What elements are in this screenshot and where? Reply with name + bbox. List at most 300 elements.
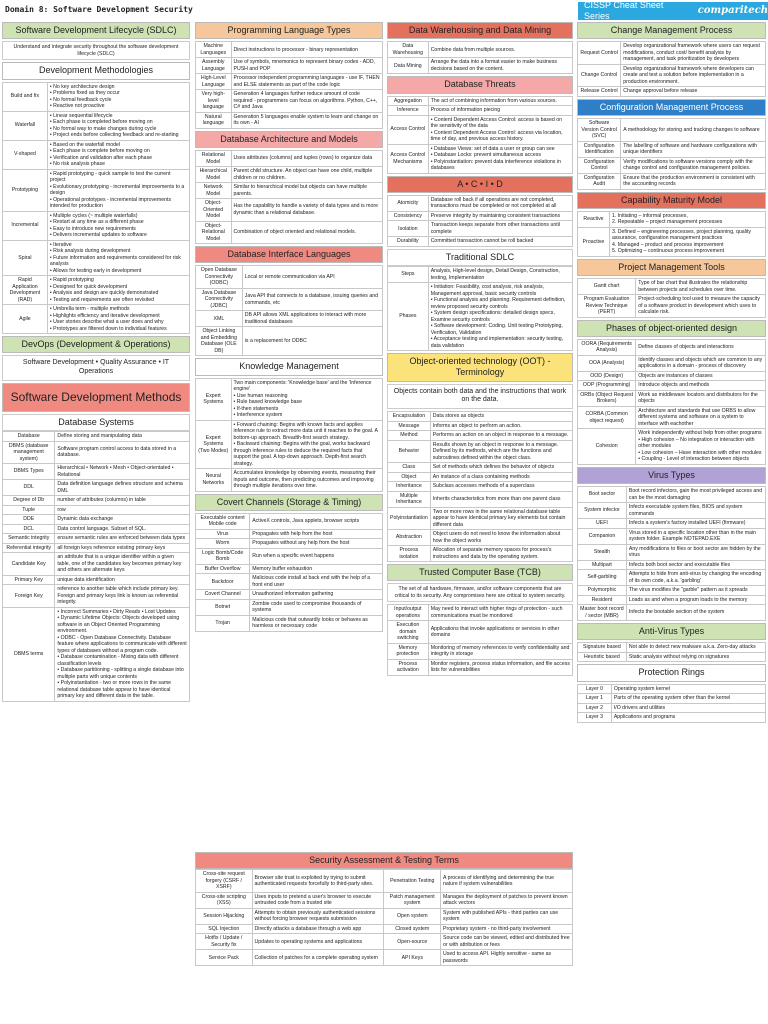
term-cell: DBMS Types (3, 464, 55, 480)
definition-cell: Browser site trust is exploited by trying to submit authenticated requests forcefully to third-party sites. (252, 870, 384, 893)
definition-cell: Attempts to hide from anti-virus by changing the encoding of its own code, a.k.a. 'garbling' (626, 570, 765, 586)
definition-cell: Run when a specific event happens (250, 548, 383, 564)
definition-cell: Monitoring of memory references to verify confidentiality and integrity in storage (428, 643, 572, 659)
definition-table (577, 278, 766, 318)
definition-cell: Hierarchical • Network • Mesh • Object-orientated • Relational (55, 464, 190, 480)
definition-cell: Develop organizational framework where developers can create and test a solution before implementation in a production environment. (621, 64, 766, 87)
term-cell: Stealth (578, 544, 627, 560)
section-header: Anti-Virus Types (577, 623, 766, 640)
definition-cell: Project-scheduling tool used to measure the capacity of a software product in development which uses to calculate risk. (636, 295, 766, 318)
table-row (388, 659, 573, 675)
definition-cell: Introduce objects and methods (636, 381, 766, 391)
table-row (388, 221, 573, 237)
section-header: Object-oriented technology (OOT) - Terminology (387, 353, 573, 382)
definition-cell: Allocation of separate memory spaces for process's instructions and data by the operating system. (430, 546, 572, 562)
table-row (578, 544, 766, 560)
definition-cell: Object users do not need to know the information about how the object works (430, 530, 572, 546)
definition-cell: Uses inputs to pretend a user's browser to execute untrusted code from a trusted site (252, 892, 384, 908)
table-row (388, 491, 573, 507)
table-row (3, 305, 190, 334)
definition-cell: Directly attacks a database through a web app (252, 924, 384, 934)
definition-cell: row (55, 505, 190, 515)
table-row (196, 599, 383, 615)
term-cell: Class (388, 463, 431, 473)
definition-cell: Informs an object to perform an action. (430, 421, 572, 431)
term-cell: Semantic integrity (3, 534, 55, 544)
table-row (578, 528, 766, 544)
column-2 (195, 22, 383, 634)
term-cell: Cohesion (578, 429, 636, 465)
section-header: Database Interface Languages (195, 246, 383, 263)
table-row (196, 934, 573, 950)
definition-cell: Use of symbols, mnemonics to represent binary codes - ADD, PUSH and POP (231, 58, 382, 74)
term-cell: Gantt chart (578, 279, 636, 295)
table-row (388, 144, 573, 173)
table-row (196, 539, 383, 549)
term-cell: Candidate Key (3, 553, 55, 576)
term-cell: Build and fix (3, 82, 48, 111)
definition-table (577, 339, 766, 465)
table-row (196, 199, 383, 222)
definition-cell: Unauthorized information gathering (250, 590, 383, 600)
definition-cell: Combination of object oriented and relational models. (231, 221, 382, 244)
table-row (3, 211, 190, 240)
table-row (3, 82, 190, 111)
table-row (388, 507, 573, 530)
table-row (388, 283, 573, 351)
definition-cell: • Linear sequential lifecycle • Each phase is completed before moving on • No formal way to make changes during cycle • Project ends before collecting feedback and re-starting (47, 111, 189, 140)
term-cell: Data Mining (388, 58, 429, 74)
term-cell: Configuration Control (578, 157, 621, 173)
security-testing-section (195, 852, 573, 966)
section-header: Database Threats (387, 76, 573, 93)
term-cell: DCL (3, 524, 55, 534)
definition-cell: Similar to hierarchical model but objects can have multiple parents. (231, 183, 382, 199)
definition-cell: Updates to operating systems and applications (252, 934, 384, 950)
table-row (578, 703, 766, 713)
term-cell: Database (3, 432, 55, 442)
table-row (578, 713, 766, 723)
table-row (578, 503, 766, 519)
definition-cell: Boot record infectors, gain the most privileged access and can be the most damaging (626, 487, 765, 503)
term-cell: Penetration Testing (384, 870, 441, 893)
table-row (578, 595, 766, 605)
term-cell: Reactive (578, 211, 610, 227)
term-cell: Expert Systems (Two Modes) (196, 420, 232, 469)
term-cell: Master boot record / sector (MBR) (578, 605, 627, 621)
term-cell: Change Control (578, 64, 621, 87)
definition-cell: Two main components: 'Knowledge base' and the 'Inference engine' • Use human reasoning • Rule based knowledge base • If-then statements • Interference system (231, 378, 382, 420)
definition-table (195, 150, 383, 244)
definition-cell: • Rapid prototyping • Designed for quick development • Analysis and design are quickly demonstrated • Testing and requirements are often revisited (47, 276, 189, 305)
term-cell: Polyinstantiation (388, 507, 431, 530)
term-cell: SQL Injection (196, 924, 253, 934)
term-cell: Signature based (578, 643, 627, 653)
table-row (3, 534, 190, 544)
table-row (388, 195, 573, 211)
term-cell: OOA (Analysis) (578, 355, 636, 371)
term-cell: DBMS (database management system) (3, 441, 55, 464)
term-cell: Input/output operations (388, 605, 429, 621)
table-row (388, 58, 573, 74)
table-row (3, 496, 190, 506)
definition-cell: • Iterative • Risk analysis during development • Future information and requirements considered for risk analysis • Allows for testing early in development (47, 240, 189, 276)
table-row (196, 574, 383, 590)
table-row (578, 694, 766, 704)
section-header: A • C • I • D (387, 176, 573, 193)
definition-table (195, 513, 383, 632)
section-header: Covert Channels (Storage & Timing) (195, 494, 383, 511)
term-cell: Tuple (3, 505, 55, 515)
table-row (196, 564, 383, 574)
column-3 (387, 22, 573, 678)
term-cell: Inference (388, 106, 429, 116)
definition-cell: Infects both boot sector and executable files (626, 560, 765, 570)
table-row (196, 892, 573, 908)
table-row (388, 412, 573, 422)
table-row (196, 58, 383, 74)
term-cell: Referential integrity (3, 543, 55, 553)
table-row (196, 151, 383, 167)
term-cell: Cross-site request forgery (CSRF / XSRF) (196, 870, 253, 893)
definition-cell: Database roll back if all operations are not completed, transactions must be completed or not completed at all (428, 195, 572, 211)
table-row (196, 327, 383, 356)
table-row (196, 924, 573, 934)
term-cell: API Keys (384, 950, 441, 966)
table-row (196, 469, 383, 492)
section-note: Objects contain both data and the instructions that work on the data. (387, 384, 573, 410)
definition-cell: Malicious code that outwardly looks or behaves as harmless or necessary code (250, 615, 383, 631)
table-row (3, 524, 190, 534)
term-cell: Process isolation (388, 546, 431, 562)
section-header: Change Management Process (577, 22, 766, 39)
table-row (3, 553, 190, 576)
table-row (3, 276, 190, 305)
table-row (578, 279, 766, 295)
term-cell: Process activation (388, 659, 429, 675)
term-cell: Patch management system (384, 892, 441, 908)
definition-cell: Infects executable system files, BIOS and system commands (626, 503, 765, 519)
definition-cell: Operating system kernel (611, 684, 765, 694)
table-row (388, 431, 573, 441)
definition-cell: Infects a system's factory installed UEFI (firmware) (626, 519, 765, 529)
term-cell: Access Control Mechanisms (388, 144, 429, 173)
definition-cell: Architecture and standards that use ORBS to allow different systems and software on a system to interface with eachother (636, 406, 766, 429)
definition-cell: Virus stored in a specific location other than in the main system folder. Example NOTEPAD.EXE (626, 528, 765, 544)
definition-cell: Has the capability to handle a variety of data types and is more dynamic than a relational database. (231, 199, 382, 222)
definition-cell: Committed transaction cannot be roll backed (428, 237, 572, 247)
term-cell: ORBs (Object Request Brokers) (578, 390, 636, 406)
definition-cell: unique data identification (55, 575, 190, 585)
term-cell: Consistency (388, 211, 429, 221)
table-row (196, 950, 573, 966)
term-cell: High-Level Language (196, 74, 232, 90)
definition-cell: Arrange the data into a format easier to make business decisions based on the content. (428, 58, 572, 74)
definition-cell: Process of information piecing (428, 106, 572, 116)
term-cell: Agile (3, 305, 48, 334)
table-row (578, 390, 766, 406)
definition-table (195, 41, 383, 129)
term-cell: Covert Channel (196, 590, 250, 600)
section-header: Database Architecture and Models (195, 131, 383, 148)
table-row (196, 311, 383, 327)
definition-cell: Inherits characteristics from more than one parent class (430, 491, 572, 507)
term-cell: Hierarchical Model (196, 167, 232, 183)
term-cell: Abstraction (388, 530, 431, 546)
term-cell: Message (388, 421, 431, 431)
definition-cell: Malicious code install at back end with the help of a front end user (250, 574, 383, 590)
table-row (388, 546, 573, 562)
definition-cell: Preserve integrity by maintaining consistent transactions (428, 211, 572, 221)
definition-cell: • Content Dependent Access Control: access is based on the sensitivity of the data • Context Dependent Access Control: access via location, time of day, and previous access history. (428, 115, 572, 144)
definition-cell: The labelling of software and hardware configurations with unique identifiers (621, 141, 766, 157)
term-cell: Aggregation (388, 96, 429, 106)
table-row (196, 420, 383, 469)
definition-cell: all foreign keys reference existing primary keys (55, 543, 190, 553)
table-row (388, 106, 573, 116)
definition-cell: • Forward chaining: Begins with known facts and applies inference rule to extract more data unit it reaches to the goal. A bottom-up approach. Breadth-first search strategy. • Backward chaining: Begins with the goal, works backward through inference rules to deduce the required facts that support the goal. A top-down approach. Depth-first search strategy. (231, 420, 382, 469)
term-cell: Layer 3 (578, 713, 612, 723)
table-row (196, 870, 573, 893)
document-title: Domain 8: Software Development Security (5, 5, 193, 14)
term-cell: Software Version Control (SVC) (578, 119, 621, 142)
term-cell: Closed system (384, 924, 441, 934)
definition-cell: Change approval before release (621, 87, 766, 97)
term-cell: Multiple Inheritance (388, 491, 431, 507)
definition-table (195, 265, 383, 356)
table-row (578, 339, 766, 355)
term-cell: DDL (3, 480, 55, 496)
definition-cell: I/O drivers and utilities (611, 703, 765, 713)
table-row (3, 140, 190, 169)
security-testing-table (195, 869, 573, 966)
term-cell: Neural Networks (196, 469, 232, 492)
definition-cell: Applications that invoke applications or services in other domains (428, 621, 572, 644)
term-cell: CORBA (Common object request) (578, 406, 636, 429)
table-row (578, 87, 766, 97)
section-header: Security Assessment & Testing Terms (195, 852, 573, 869)
term-cell: Companion (578, 528, 627, 544)
definition-table (387, 411, 573, 562)
table-row (196, 513, 383, 529)
term-cell: OOD (Design) (578, 371, 636, 381)
section-header: Protection Rings (577, 664, 766, 681)
definition-cell: Static analysis without relying on signatures (626, 652, 765, 662)
definition-cell: • Based on the waterfall model • Each phase is complete before moving on • Verification and validation after each phase • No risk analysis phase (47, 140, 189, 169)
term-cell: Primary Key (3, 575, 55, 585)
definition-table (577, 486, 766, 621)
term-cell: Object Linking and Embedding Database (OLE DB) (196, 327, 243, 356)
term-cell: Data Warehousing (388, 42, 429, 58)
term-cell: Layer 0 (578, 684, 612, 694)
term-cell: Resident (578, 595, 627, 605)
sub-header: Database Systems (2, 414, 190, 431)
table-row (3, 515, 190, 525)
definition-cell: Parts of the operating system other than the kernel (611, 694, 765, 704)
definition-cell: System with published APIs - third parties can use system (441, 908, 573, 924)
term-cell: Expert Systems (196, 378, 232, 420)
table-row (3, 441, 190, 464)
definition-cell: Java API that connects to a database, issuing queries and commands, etc (242, 288, 382, 311)
definition-cell: Objects are instances of classes (636, 371, 766, 381)
table-row (578, 157, 766, 173)
table-row (388, 421, 573, 431)
definition-cell: Propagates without any help from the host (250, 539, 383, 549)
definition-cell: Dynamic data exchange (55, 515, 190, 525)
term-cell: DBMS terms (3, 607, 55, 701)
table-row (388, 482, 573, 492)
definition-cell: Generation 4 languages further reduce amount of code required - programmers can focus on algorithms. Python, C++, C# and Java (231, 90, 382, 113)
term-cell: Isolation (388, 221, 429, 237)
table-row (388, 237, 573, 247)
section-header: Virus Types (577, 467, 766, 484)
term-cell: Execution domain switching (388, 621, 429, 644)
term-cell: Configuration Identification (578, 141, 621, 157)
table-row (578, 355, 766, 371)
table-row (578, 652, 766, 662)
definition-table (577, 684, 766, 723)
definition-cell: Parent child structure. An object can have one child, multiple children or no children. (231, 167, 382, 183)
table-row (388, 530, 573, 546)
top-bar (0, 0, 768, 20)
table-row (388, 115, 573, 144)
table-row (578, 429, 766, 465)
term-cell: Executable content Mobile code (196, 513, 250, 529)
definition-table (577, 642, 766, 662)
definition-cell: number of attributes (columns) in table (55, 496, 190, 506)
definition-cell: ActiveX controls, Java applets, browser scripts (250, 513, 383, 529)
term-cell: Degree of Db (3, 496, 55, 506)
table-row (196, 615, 383, 631)
term-cell: Java Database Connectivity (JDBC) (196, 288, 243, 311)
definition-cell: Uses attributes (columns) and tuples (rows) to organize data (231, 151, 382, 167)
definition-cell: • No key architecture design • Problems fixed as they occur • No formal feedback cycle • Reactive not proactive (47, 82, 189, 111)
term-cell: Layer 2 (578, 703, 612, 713)
definition-table (387, 604, 573, 676)
table-row (388, 643, 573, 659)
term-cell: Machine Languages (196, 42, 232, 58)
term-cell: Proactive (578, 227, 610, 256)
term-cell: Relational Model (196, 151, 232, 167)
definition-cell: Performs an action on an object in response to a message. (430, 431, 572, 441)
definition-cell: Propagates with help from the host (250, 529, 383, 539)
definition-cell: A methodology for storing and tracking changes to software (621, 119, 766, 142)
table-row (578, 141, 766, 157)
section-header: Software Development Methods (2, 383, 190, 412)
table-row (196, 548, 383, 564)
section-header: Project Management Tools (577, 259, 766, 276)
definition-cell: Results shown by an object in response to a message. Defined by its methods, which are the functions and subroutines defined within the object class. (430, 440, 572, 463)
table-row (578, 406, 766, 429)
term-cell: Session Hijacking (196, 908, 253, 924)
definition-cell: • Umbrella term - multiple methods • Highlights efficiency and iterative development • User stories describe what a user does and why • Prototypes are filtered down to individual features (47, 305, 189, 334)
section-header: Data Warehousing and Data Mining (387, 22, 573, 39)
table-row (578, 560, 766, 570)
term-cell: Hotfix / Update / Security fix (196, 934, 253, 950)
term-cell: Boot sector (578, 487, 627, 503)
definition-cell: Direct instructions to processor - binary representation (231, 42, 382, 58)
section-note: Software Development • Quality Assurance • IT Operations (2, 355, 190, 381)
definition-cell: Collection of patches for a complete operating system (252, 950, 384, 966)
definition-cell: • Multiple cycles (~ multiple waterfalls) • Restart at any time as a different phase • Easy to introduce new requirements • Delivers incremental updates to software (47, 211, 189, 240)
table-row (388, 42, 573, 58)
definition-cell: 3. Defined – engineering processes, project planning, quality assurance, configuration management practices 4. Managed – product and process improvement 5. Optimizing – continuous process improvement (609, 227, 765, 256)
definition-table (577, 118, 766, 190)
definition-cell: • Initiation: Feasibility, cost analysis, risk analysis, Management approval, basic security controls • Functional analysis and planning: Requirement definition, review proposed security controls • System design specifications: detailed design specs, Examine security controls • Software development: Coding. Unit testing Prototyping, Verification, Validation • Acceptance testing and implementation: security testing, data validation (428, 283, 572, 351)
definition-cell: Monitor registers, process status information, and file access lists for vulnerabilities (428, 659, 572, 675)
definition-cell: Two or more rows in the same relational database table appear to have identical primary key elements but contain different data (430, 507, 572, 530)
term-cell: Steps (388, 267, 429, 283)
table-row (196, 529, 383, 539)
definition-cell: Manages the deployment of patches to prevent known attack vectors (441, 892, 573, 908)
section-note: The set of all hardware, firmware, and/or software components that are critical to its security. Any compromises here are critical to system security. (387, 583, 573, 602)
term-cell: Memory protection (388, 643, 429, 659)
table-row (578, 295, 766, 318)
term-cell: Self-garbling (578, 570, 627, 586)
term-cell: Open-source (384, 934, 441, 950)
definition-cell: Define storing and manipulating data (55, 432, 190, 442)
section-header: Configuration Management Process (577, 99, 766, 116)
table-row (578, 211, 766, 227)
definition-cell: Used to access API. Highly sensitive - same as passwords (441, 950, 573, 966)
definition-cell: Processor independent programming languages - use IF, THEN and ELSE statements as part of the code logic (231, 74, 382, 90)
term-cell: Release Control (578, 87, 621, 97)
table-row (3, 585, 190, 608)
table-row (3, 111, 190, 140)
definition-cell: Proprietary system - no third-party involvement (441, 924, 573, 934)
column-4 (577, 22, 766, 725)
definition-cell: is a replacement for ODBC (242, 327, 382, 356)
section-header: Phases of object-oriented design (577, 320, 766, 337)
term-cell: Foreign Key (3, 585, 55, 608)
definition-cell: reference to another table which include primary key. Foreign and primary keys link is known as referential integrity. (55, 585, 190, 608)
term-cell: Trojan (196, 615, 250, 631)
term-cell: Worm (196, 539, 250, 549)
definition-cell: • Database Views: set of data a user or group can see • Database Locks: prevent simultaneous access • Polyinstantiation: prevent data interference violations in databases (428, 144, 572, 173)
definition-cell: Analysis, High-level design, Detail Design, Construction, testing, Implementation (428, 267, 572, 283)
definition-cell: Loads as and when a program loads to the memory (626, 595, 765, 605)
definition-cell: Applications and programs (611, 713, 765, 723)
term-cell: Object-Oriented Model (196, 199, 232, 222)
table-row (578, 605, 766, 621)
table-row (578, 42, 766, 65)
term-cell: XML (196, 311, 243, 327)
definition-cell: Data definition language defines structure and schema DML (55, 480, 190, 496)
term-cell: Rapid Application Development (RAD) (3, 276, 48, 305)
definition-cell: Software program control access to data stored in a database. (55, 441, 190, 464)
definition-cell: • Rapid prototyping - quick sample to test the current project • Evolutionary prototyping - incremental improvements to a design • Operational prototypes - incremental improvements intended for production (47, 169, 189, 211)
definition-cell: Memory buffer exhaustion (250, 564, 383, 574)
definition-cell: May need to interact with higher rings of protection - such communications must be monitored (428, 605, 572, 621)
definition-cell: Source code can be viewed, edited and distributed free or with attribution or fees (441, 934, 573, 950)
term-cell: Natural language (196, 112, 232, 128)
term-cell: DDE (3, 515, 55, 525)
table-row (388, 96, 573, 106)
table-row (196, 221, 383, 244)
term-cell: Network Model (196, 183, 232, 199)
term-cell: Phases (388, 283, 429, 351)
definition-cell: 1. Initiating – informal processes, 2. Repeatable – project management processes (609, 211, 765, 227)
definition-cell: Local or remote communication via API (242, 266, 382, 289)
definition-cell: Generation 5 languages enable system to learn and change on its own - AI (231, 112, 382, 128)
table-row (196, 266, 383, 289)
definition-table (577, 41, 766, 97)
term-cell: Heuristic based (578, 652, 627, 662)
definition-cell: Work as middleware locators and distributors for the objects (636, 390, 766, 406)
term-cell: Access Control (388, 115, 429, 144)
term-cell: Service Pack (196, 950, 253, 966)
table-row (3, 505, 190, 515)
